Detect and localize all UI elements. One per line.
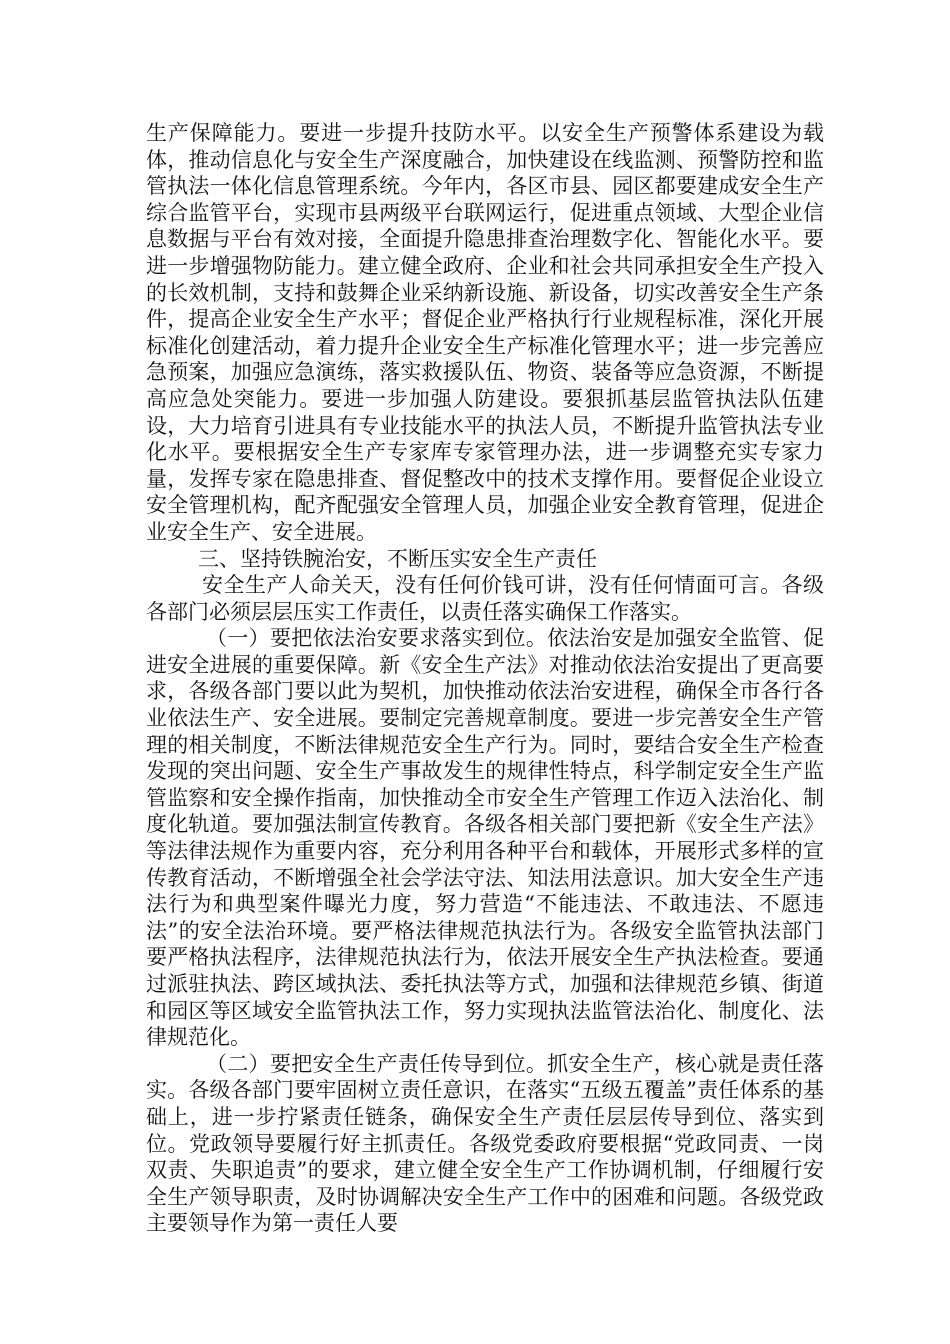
document-page bbox=[146, 120, 824, 1237]
paragraph-responsibility-intro: 安全生产人命关天，没有任何价钱可讲，没有任何情面可言。各级各部门必须层层压实工作责任，以责任落实确保工作落实。 bbox=[146, 573, 824, 624]
paragraph-rule-of-law: （一）要把依法治安要求落实到位。依法治安是加强安全监管、促进安全进展的重要保障。新《安全生产法》对推动依法治安提出了更高要求，各级各部门要以此为契机，加快推动依法治安进程，确保全市各行各业依法生产、安全进展。要制定完善规章制度。要进一步完善安全生产管理的相关制度，不断法律规范安全生产行为。同时，要结合安全生产检查发现的突出问题、安全生产事故发生的规律性特点，科学制定安全生产监管监察和安全操作指南，加快推动全市安全生产管理工作迈入法治化、制度化轨道。要加强法制宣传教育。各级各相关部门要把新《安全生产法》等法律法规作为重要内容，充分利用各种平台和载体，开展形式多样的宣传教育活动，不断增强全社会学法守法、知法用法意识。加大安全生产违法行为和典型案件曝光力度，努力营造“不能违法、不敢违法、不愿违法”的安全法治环境。要严格法律规范执法行为。各级安全监管执法部门要严格执法程序，法律规范执法行为，依法开展安全生产执法检查。要通过派驻执法、跨区域执法、委托执法等方式，加强和法律规范乡镇、街道和园区等区域安全监管执法工作，努力实现执法监管法治化、制度化、法律规范化。 bbox=[146, 626, 824, 1050]
section-heading-three: 三、坚持铁腕治安，不断压实安全生产责任 bbox=[198, 546, 597, 571]
paragraph-tech-defense: 生产保障能力。要进一步提升技防水平。以安全生产预警体系建设为载体，推动信息化与安全生产深度融合，加快建设在线监测、预警防控和监管执法一体化信息管理系统。今年内，各区市县、园区都要建成安全生产综合监管平台，实现市县两级平台联网运行，促进重点领域、大型企业信息数据与平台有效对接，全面提升隐患排查治理数字化、智能化水平。要进一步增强物防能力。建立健全政府、企业和社会共同承担安全生产投入的长效机制，支持和鼓舞企业采纳新设施、新设备，切实改善安全生产条件，提高企业安全生产水平；督促企业严格执行行业规程标准，深化开展标准化创建活动，着力提升企业安全生产标准化管理水平；进一步完善应急预案，加强应急演练，落实救援队伍、物资、装备等应急资源，不断提高应急处突能力。要进一步加强人防建设。要狠抓基层监管执法队伍建设，大力培育引进具有专业技能水平的执法人员，不断提升监管执法专业化水平。要根据安全生产专家库专家管理办法，进一步调整充实专家力量，发挥专家在隐患排查、督促整改中的技术支撑作用。要督促企业设立安全管理机构，配齐配强安全管理人员，加强企业安全教育管理，促进企业安全生产、安全进展。 bbox=[146, 121, 824, 544]
paragraph-responsibility-transmission: （二）要把安全生产责任传导到位。抓安全生产，核心就是责任落实。各级各部门要牢固树立责任意识，在落实“五级五覆盖”责任体系的基础上，进一步拧紧责任链条，确保安全生产责任层层传导到位、落实到位。党政领导要履行好主抓责任。各级党委政府要根据“党政同责、一岗双责、失职追责”的要求，建立健全安全生产工作协调机制，仔细履行安全生产领导职责，及时协调解决安全生产工作中的困难和问题。各级党政主要领导作为第一责任人要 bbox=[146, 1051, 824, 1236]
